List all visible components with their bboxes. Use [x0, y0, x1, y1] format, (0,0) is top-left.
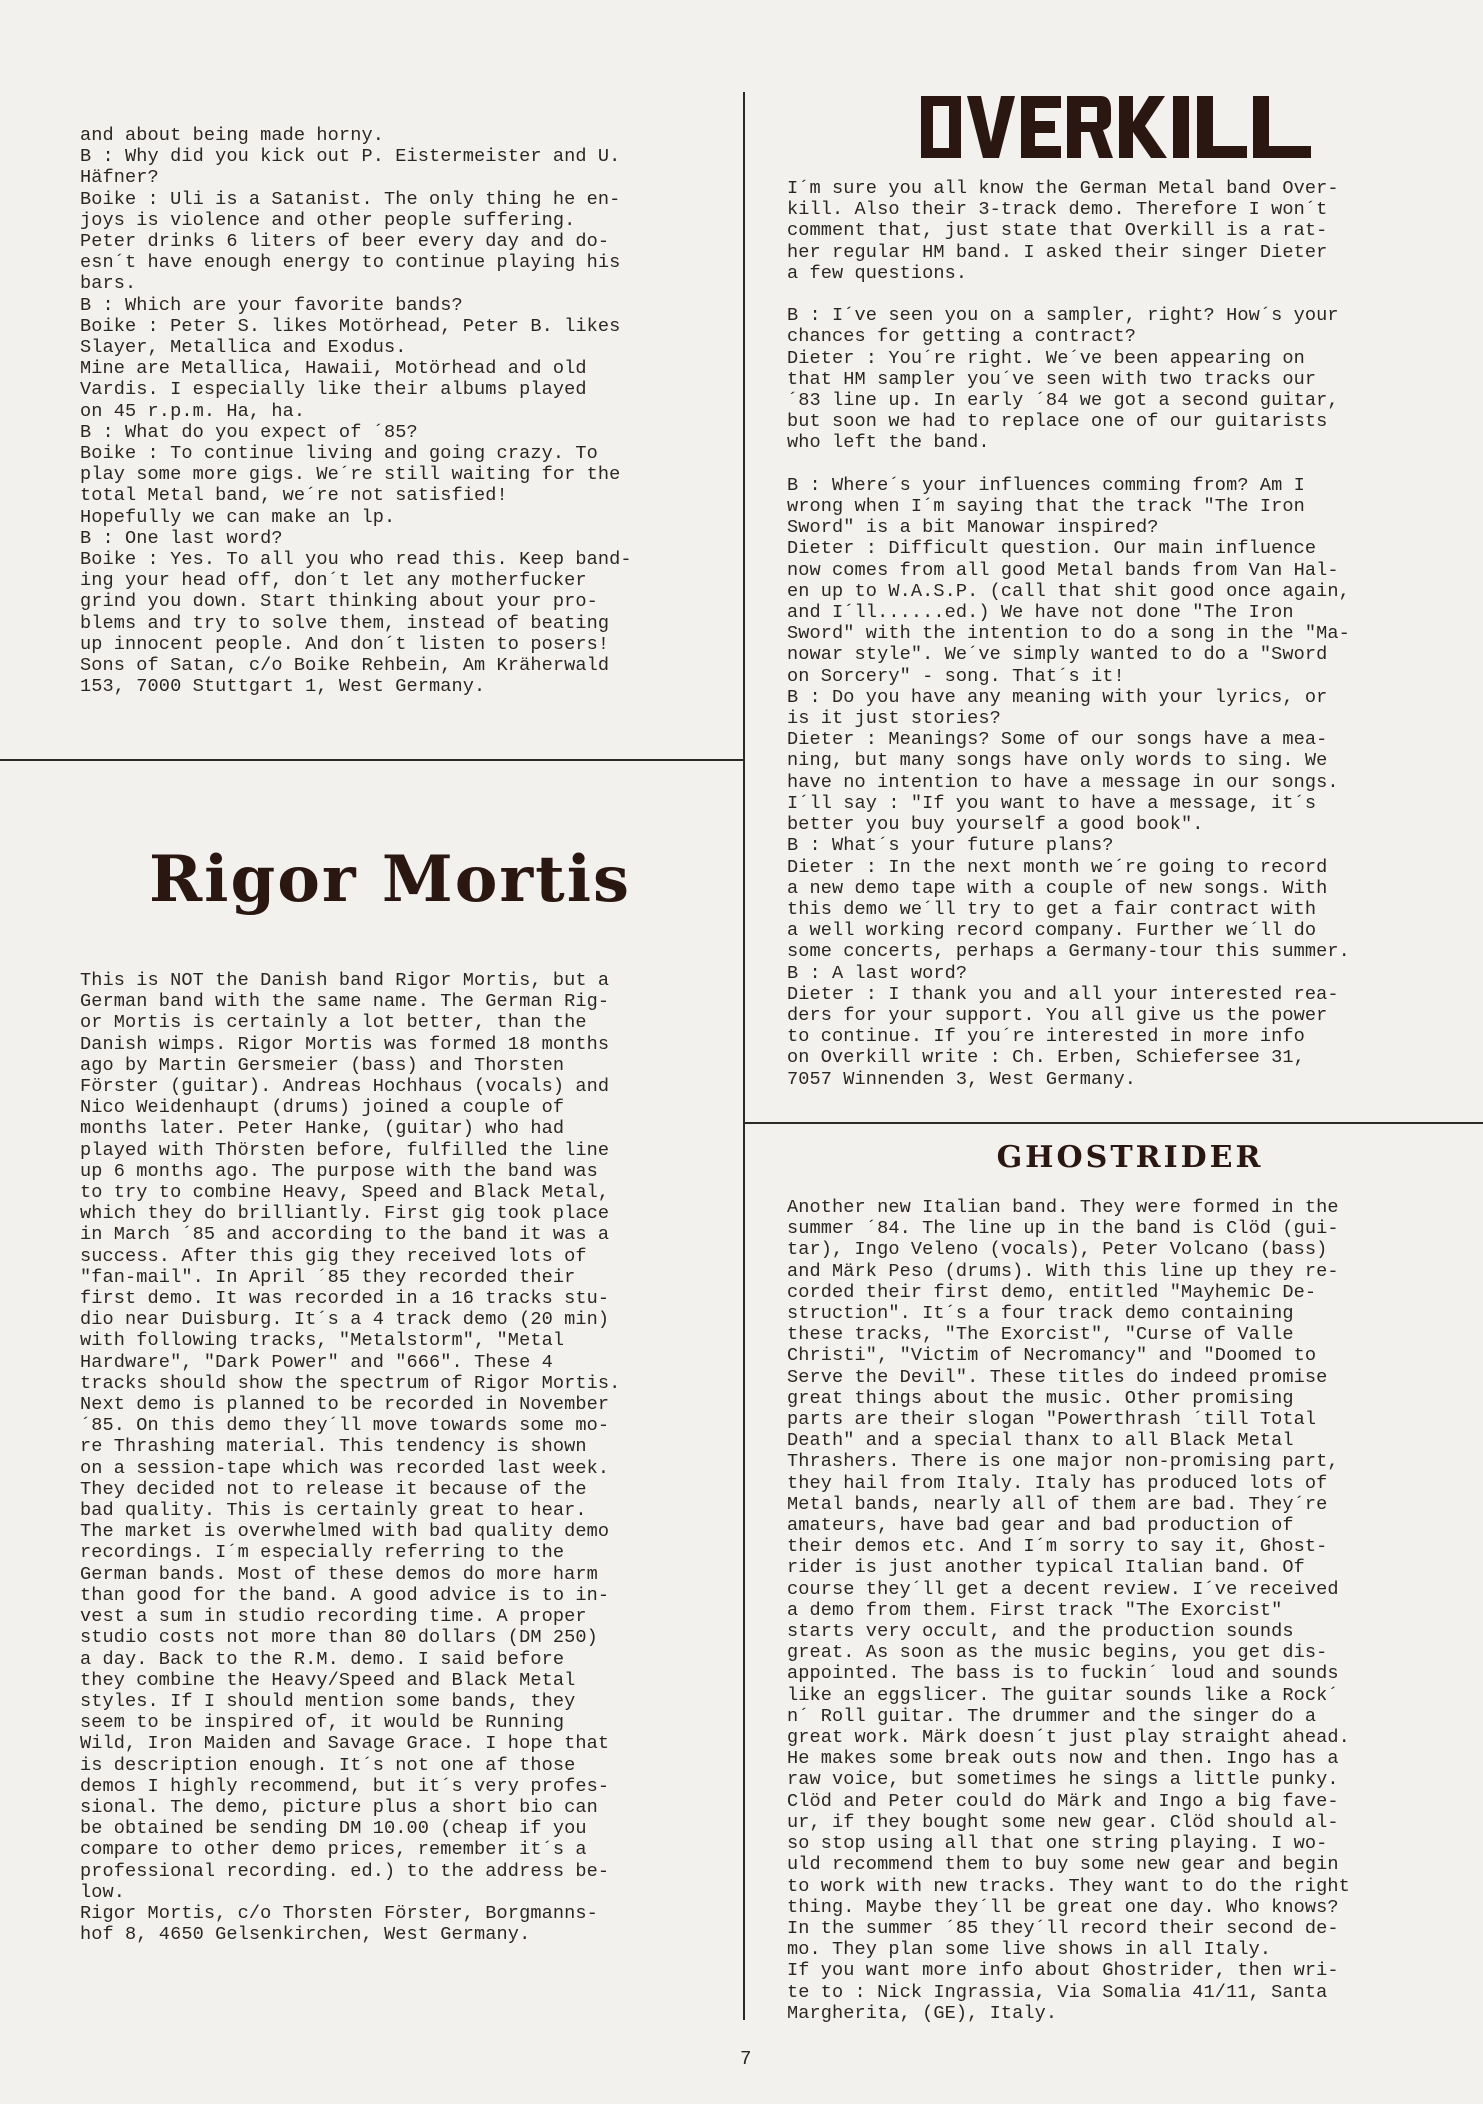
- ghostrider-text: [787, 1197, 1350, 2024]
- text-line: success. After this gig they received lots of: [80, 1245, 587, 1267]
- text-line: demos I highly recommend, but it´s very profes-: [80, 1775, 610, 1797]
- text-line: Boike : Uli is a Satanist. The only thing he en-: [80, 188, 621, 210]
- text-line: played with Thörsten before, fulfilled the line: [80, 1139, 610, 1161]
- boike-interview-text: [80, 125, 632, 697]
- text-line: low.: [80, 1881, 126, 1903]
- rigor-mortis-text: [80, 970, 620, 1945]
- text-line: course they´ll get a decent review. I´ve received: [787, 1578, 1339, 1600]
- text-line: grind you down. Start thinking about your pro-: [80, 591, 598, 613]
- text-line: struction". It´s a four track demo containing: [787, 1303, 1294, 1325]
- text-line: B : What´s your future plans?: [787, 835, 1114, 857]
- text-line: on Sorcery" - song. That´s it!: [787, 665, 1125, 687]
- text-line: Boike : Yes. To all you who read this. Keep band-: [80, 549, 632, 571]
- overkill-logo-letters: [921, 96, 1311, 158]
- text-line: Slayer, Metallica and Exodus.: [80, 337, 407, 359]
- text-line: hof 8, 4650 Gelsenkirchen, West Germany.: [80, 1924, 531, 1946]
- text-line: German band with the same name. The German Rig-: [80, 991, 610, 1013]
- text-line: and Märk Peso (drums). With this line up they re-: [787, 1260, 1339, 1282]
- right-section-divider: [744, 1122, 1483, 1124]
- text-line: Christi", "Victim of Necromancy" and "Doomed to: [787, 1345, 1317, 1367]
- text-line: is it just stories?: [787, 708, 1001, 730]
- text-line: B : I´ve seen you on a sampler, right? How´s your: [787, 305, 1339, 327]
- text-line: "fan-mail". In April ´85 they recorded their: [80, 1266, 576, 1288]
- text-line: like an eggslicer. The guitar sounds like a Rock´: [787, 1684, 1339, 1706]
- text-line: summer ´84. The line up in the band is Clöd (gui-: [787, 1218, 1339, 1240]
- text-line: starts very occult, and the production sounds: [787, 1621, 1294, 1643]
- text-line: corded their first demo, entitled "Mayhemic De-: [787, 1281, 1317, 1303]
- text-line: 153, 7000 Stuttgart 1, West Germany.: [80, 676, 486, 698]
- text-line: Next demo is planned to be recorded in November: [80, 1394, 610, 1416]
- text-line: a few questions.: [787, 262, 968, 284]
- text-line: styles. If I should mention some bands, they: [80, 1690, 576, 1712]
- text-line: B : A last word?: [787, 962, 968, 984]
- text-line: dio near Duisburg. It´s a 4 track demo (20 min): [80, 1309, 610, 1331]
- text-line: now comes from all good Metal bands from Van Hal-: [787, 559, 1339, 581]
- text-line: to try to combine Heavy, Speed and Black Metal,: [80, 1182, 610, 1204]
- text-line: appointed. The bass is to fuckin´ loud and sounds: [787, 1663, 1339, 1685]
- text-line: than good for the band. A good advice is to in-: [80, 1584, 610, 1606]
- text-line: great things about the music. Other promising: [787, 1387, 1294, 1409]
- text-line: I´m sure you all know the German Metal band Over-: [787, 178, 1339, 199]
- text-line: bad quality. This is certainly great to hear.: [80, 1500, 587, 1522]
- text-line: Hopefully we can make an lp.: [80, 506, 396, 528]
- text-line: Nico Weidenhaupt (drums) joined a couple of: [80, 1097, 565, 1119]
- text-line: blems and try to solve them, instead of beating: [80, 612, 610, 634]
- text-line: B : One last word?: [80, 527, 283, 549]
- text-line: wrong when I´m saying that the track "The Iron: [787, 496, 1305, 518]
- text-line: sional. The demo, picture plus a short bio can: [80, 1796, 598, 1818]
- ghostrider-title: GHOSTRIDER: [996, 1140, 1264, 1175]
- text-line: raw voice, but sometimes he sings a little punky.: [787, 1769, 1339, 1791]
- text-line: Dieter : Difficult question. Our main influence: [787, 538, 1317, 560]
- text-line: but soon we had to replace one of our guitarists: [787, 411, 1328, 433]
- text-line: a day. Back to the R.M. demo. I said before: [80, 1648, 565, 1670]
- text-line: vest a sum in studio recording time. A proper: [80, 1606, 587, 1628]
- text-line: Metal bands, nearly all of them are bad. They´re: [787, 1493, 1328, 1515]
- text-line: te to : Nick Ingrassia, Via Somalia 41/11, Santa: [787, 1981, 1328, 2003]
- text-line: these tracks, "The Exorcist", "Curse of Valle: [787, 1324, 1294, 1346]
- text-line: German bands. Most of these demos do more harm: [80, 1563, 598, 1585]
- text-line: B : Do you have any meaning with your lyrics, or: [787, 686, 1328, 708]
- text-line: up innocent people. And don´t listen to posers!: [80, 633, 610, 655]
- text-line: recordings. I´m especially referring to the: [80, 1542, 565, 1564]
- text-line: I´ll say : "If you want to have a message, it´s: [787, 792, 1317, 814]
- text-line: Clöd and Peter could do Märk and Ingo a big fave-: [787, 1790, 1339, 1812]
- text-line: thing. Maybe they´ll be great one day. Who knows?: [787, 1896, 1339, 1918]
- text-line: Boike : To continue living and going crazy. To: [80, 443, 598, 465]
- text-line: B : Which are your favorite bands?: [80, 294, 463, 316]
- text-line: Förster (guitar). Andreas Hochhaus (vocals) and: [80, 1076, 610, 1098]
- text-line: they hail from Italy. Italy has produced lots of: [787, 1472, 1328, 1494]
- text-line: Sons of Satan, c/o Boike Rehbein, Am Kräherwald: [80, 655, 610, 677]
- text-line: great work. Märk doesn´t just play straight ahead.: [787, 1727, 1350, 1749]
- text-line: ur, if they bought some new gear. Clöd should al-: [787, 1811, 1339, 1833]
- text-line: who left the band.: [787, 432, 990, 454]
- text-line: have no intention to have a message in our songs.: [787, 771, 1339, 793]
- text-line: to work with new tracks. They want to do the right: [787, 1875, 1350, 1897]
- text-line: Sword" with the intention to do a song in the "Ma-: [787, 623, 1350, 645]
- column-divider: [743, 92, 745, 2020]
- text-line: on a session-tape which was recorded last week.: [80, 1457, 610, 1479]
- text-line: seem to be inspired of, it would be Running: [80, 1712, 565, 1734]
- text-line: tar), Ingo Veleno (vocals), Peter Volcano (bass): [787, 1239, 1328, 1261]
- text-line: He makes some break outs now and then. Ingo has a: [787, 1748, 1339, 1770]
- text-line: uld recommend them to buy some new gear and begin: [787, 1854, 1339, 1876]
- text-line: ´83 line up. In early ´84 we got a second guitar,: [787, 390, 1339, 412]
- text-line: in March ´85 and according to the band it was a: [80, 1224, 610, 1246]
- text-line: If you want more info about Ghostrider, then wri-: [787, 1960, 1339, 1982]
- text-line: The market is overwhelmed with bad quality demo: [80, 1521, 610, 1543]
- text-line: B : Where´s your influences comming from? Am I: [787, 474, 1305, 496]
- text-line: a well working record company. Further we´ll do: [787, 920, 1317, 942]
- text-line: better you buy yourself a good book".: [787, 814, 1204, 836]
- text-line: a new demo tape with a couple of new songs. With: [787, 877, 1328, 899]
- text-line: mo. They plan some live shows in all Italy.: [787, 1939, 1272, 1961]
- text-line: Death" and a special thanx to all Black Metal: [787, 1430, 1294, 1452]
- left-section-divider: [0, 759, 744, 761]
- text-line: This is NOT the Danish band Rigor Mortis, but a: [80, 970, 610, 991]
- text-line: n´ Roll guitar. The drummer and the singer do a: [787, 1705, 1317, 1727]
- text-line: Dieter : Meanings? Some of our songs have a mea-: [787, 729, 1328, 751]
- text-line: In the summer ´85 they´ll record their second de-: [787, 1917, 1339, 1939]
- text-line: B : Why did you kick out P. Eistermeister and U.: [80, 146, 621, 168]
- text-line: great. As soon as the music begins, you get dis-: [787, 1642, 1328, 1664]
- overkill-logo: [921, 92, 1311, 162]
- text-line: their demos etc. And I´m sorry to say it, Ghost-: [787, 1536, 1328, 1558]
- text-line: her regular HM band. I asked their singer Dieter: [787, 241, 1328, 263]
- text-line: be obtained be sending DM 10.00 (cheap if you: [80, 1818, 587, 1840]
- text-line: compare to other demo prices, remember it´s a: [80, 1839, 587, 1861]
- text-line: comment that, just state that Overkill is a rat-: [787, 220, 1328, 242]
- text-line: and about being made horny.: [80, 125, 384, 146]
- text-line: Dieter : I thank you and all your interested rea-: [787, 983, 1339, 1005]
- text-line: Häfner?: [80, 167, 159, 189]
- text-line: Mine are Metallica, Hawaii, Motörhead and old: [80, 358, 587, 380]
- text-line: [787, 454, 1350, 475]
- text-line: They decided not to release it because of the: [80, 1478, 587, 1500]
- text-line: Hardware", "Dark Power" and "666". These 4: [80, 1351, 553, 1373]
- text-line: ´85. On this demo they´ll move towards some mo-: [80, 1415, 610, 1437]
- text-line: Sword" is a bit Manowar inspired?: [787, 517, 1159, 539]
- text-line: some concerts, perhaps a Germany-tour this summer.: [787, 941, 1350, 963]
- text-line: chances for getting a contract?: [787, 326, 1136, 348]
- text-line: this demo we´ll try to get a fair contract with: [787, 898, 1317, 920]
- text-line: first demo. It was recorded in a 16 tracks stu-: [80, 1288, 610, 1310]
- text-line: en up to W.A.S.P. (call that shit good once again,: [787, 580, 1350, 602]
- text-line: tracks should show the spectrum of Rigor Mortis.: [80, 1372, 621, 1394]
- text-line: parts are their slogan "Powerthrash ´till Total: [787, 1409, 1317, 1431]
- text-line: ing your head off, don´t let any motherfucker: [80, 570, 587, 592]
- text-line: nowar style". We´ve simply wanted to do a "Sword: [787, 644, 1328, 666]
- text-line: ders for your support. You all give us the power: [787, 1004, 1328, 1026]
- text-line: Boike : Peter S. likes Motörhead, Peter B. likes: [80, 315, 621, 337]
- text-line: is description enough. It´s not one af those: [80, 1754, 576, 1776]
- text-line: joys is violence and other people suffering.: [80, 209, 576, 231]
- text-line: or Mortis is certainly a lot better, than the: [80, 1012, 587, 1034]
- text-line: 7057 Winnenden 3, West Germany.: [787, 1068, 1136, 1090]
- text-line: to continue. If you´re interested in more info: [787, 1026, 1305, 1048]
- text-line: Danish wimps. Rigor Mortis was formed 18 months: [80, 1033, 610, 1055]
- text-line: Wild, Iron Maiden and Savage Grace. I hope that: [80, 1733, 610, 1755]
- overkill-text: [787, 178, 1350, 1090]
- text-line: on 45 r.p.m. Ha, ha.: [80, 400, 306, 422]
- text-line: ning, but many songs have only words to sing. We: [787, 750, 1328, 772]
- text-line: bars.: [80, 273, 137, 295]
- text-line: studio costs not more than 80 dollars (DM 250): [80, 1627, 598, 1649]
- text-line: up 6 months ago. The purpose with the band was: [80, 1160, 598, 1182]
- text-line: kill. Also their 3-track demo. Therefore I won´t: [787, 199, 1328, 221]
- rigor-mortis-title: Rigor Mortis: [148, 842, 632, 917]
- text-line: so stop using all that one string playing. I wo-: [787, 1833, 1328, 1855]
- text-line: months later. Peter Hanke, (guitar) who had: [80, 1118, 565, 1140]
- text-line: amateurs, have bad gear and bad production of: [787, 1515, 1294, 1537]
- text-line: on Overkill write : Ch. Erben, Schiefersee 31,: [787, 1047, 1305, 1069]
- text-line: and I´ll......ed.) We have not done "The Iron: [787, 602, 1294, 624]
- text-line: Thrashers. There is one major non-promising part,: [787, 1451, 1339, 1473]
- text-line: rider is just another typical Italian band. Of: [787, 1557, 1305, 1579]
- text-line: which they do brilliantly. First gig took place: [80, 1203, 610, 1225]
- text-line: B : What do you expect of ´85?: [80, 421, 418, 443]
- text-line: Serve the Devil". These titles do indeed promise: [787, 1366, 1328, 1388]
- page-number: 7: [740, 2048, 752, 2070]
- text-line: total Metal band, we´re not satisfied!: [80, 485, 508, 507]
- text-line: Dieter : In the next month we´re going to record: [787, 856, 1328, 878]
- text-line: [787, 284, 1350, 305]
- text-line: that HM sampler you´ve seen with two tracks our: [787, 368, 1317, 390]
- text-line: Peter drinks 6 liters of beer every day and do-: [80, 231, 610, 253]
- text-line: they combine the Heavy/Speed and Black Metal: [80, 1669, 576, 1691]
- text-line: a demo from them. First track "The Exorcist": [787, 1599, 1283, 1621]
- text-line: Margherita, (GE), Italy.: [787, 2002, 1058, 2024]
- text-line: Vardis. I especially like their albums played: [80, 379, 587, 401]
- text-line: Another new Italian band. They were formed in the: [787, 1197, 1339, 1218]
- text-line: re Thrashing material. This tendency is shown: [80, 1436, 587, 1458]
- text-line: Rigor Mortis, c/o Thorsten Förster, Borgmanns-: [80, 1902, 598, 1924]
- text-line: ago by Martin Gersmeier (bass) and Thorsten: [80, 1054, 565, 1076]
- text-line: professional recording. ed.) to the address be-: [80, 1860, 610, 1882]
- text-line: Dieter : You´re right. We´ve been appearing on: [787, 347, 1305, 369]
- text-line: play some more gigs. We´re still waiting for the: [80, 464, 621, 486]
- text-line: with following tracks, "Metalstorm", "Metal: [80, 1330, 565, 1352]
- text-line: esn´t have enough energy to continue playing his: [80, 252, 621, 274]
